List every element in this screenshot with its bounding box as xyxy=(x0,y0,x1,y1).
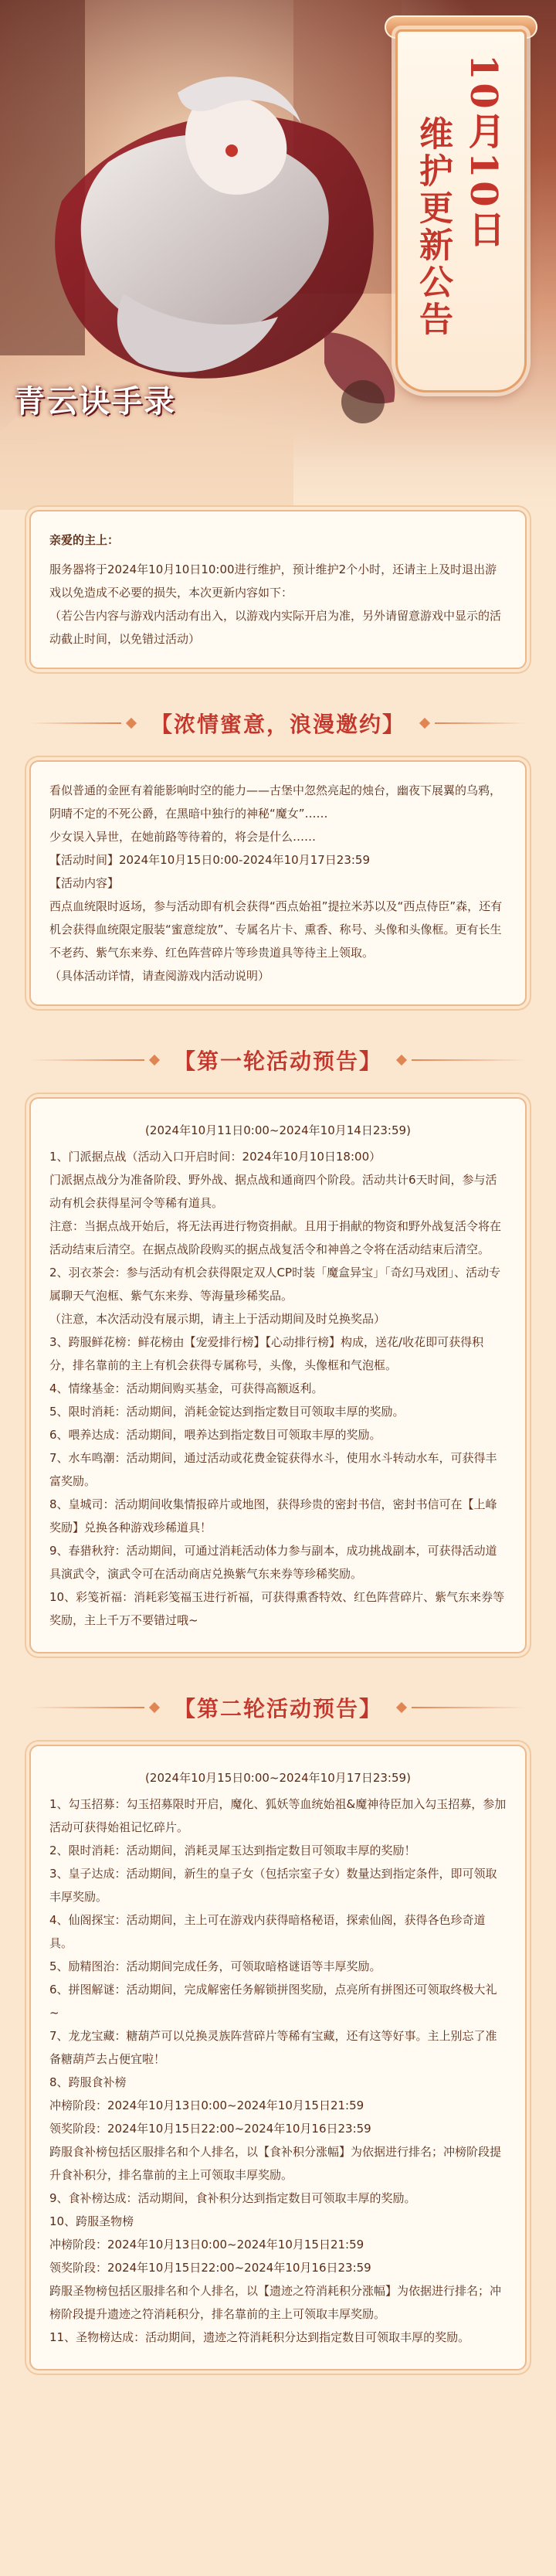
list-item: 7、水车鸣潮：活动期间，通过活动或花费金锭获得水斗，使用水斗转动水车，可获得丰富奖励。 xyxy=(49,1451,497,1488)
event-period: (2024年10月15日0:00~2024年10月17日23:59) xyxy=(145,1771,411,1785)
event-card-2 xyxy=(29,1097,527,1653)
list-item: 3、皇子达成：活动期间，新生的皇子女（包括宗室子女）数量达到指定条件，即可领取丰厚奖励。 xyxy=(49,1867,497,1904)
list-item: 1、勾玉招募：勾玉招募限时开启，魔化、狐妖等血统始祖&魔神待臣加入勾玉招募，参加活动可获得始祖记忆碎片。 xyxy=(49,1797,507,1834)
section-title-1 xyxy=(29,700,527,746)
list-item: 7、龙龙宝藏：糖葫芦可以兑换灵族阵营碎片等稀有宝藏，还有这等好事。主上别忘了准备糖葫芦去占便宜啦！ xyxy=(49,2029,497,2066)
list-item: 11、圣物榜达成：活动期间，遗迹之符消耗积分达到指定数目可领取丰厚的奖励。 xyxy=(49,2330,470,2344)
list-item: 跨服圣物榜包括区服排名和个人排名，以【遗迹之符消耗积分涨幅】为依据进行排名；冲榜阶段提升遗迹之符消耗积分，排名靠前的主上可领取丰厚奖励。 xyxy=(49,2284,502,2321)
list-item: 10、彩笺祈福：消耗彩笺福玉进行祈福，可获得熏香特效、红色阵营碎片、紫气东来券等奖励，主上千万不要错过哦~ xyxy=(49,1590,505,1627)
banner-title-subject: 维护更新公告 xyxy=(413,116,453,338)
game-logo: 青云诀手录 xyxy=(14,383,176,420)
list-item: （注意，本次活动没有展示期，请主上于活动期间及时兑换奖品） xyxy=(49,1312,386,1326)
greeting-text: 亲爱的主上： xyxy=(49,533,120,547)
section-title-2 xyxy=(29,1037,527,1083)
list-item: 8、跨服食补榜 xyxy=(49,2075,127,2089)
list-item: 4、情缘基金：活动期间购买基金，可获得高额返利。 xyxy=(49,1381,324,1395)
section-title-3 xyxy=(29,1684,527,1731)
list-item: 4、仙阁探宝：活动期间，主上可在游戏内获得暗格秘语，探索仙阁，获得各色珍奇道具。 xyxy=(49,1913,486,1950)
list-item: 8、皇城司：活动期间收集情报碎片或地图，获得珍贵的密封书信，密封书信可在【上峰奖励】兑换各种游戏珍稀道具！ xyxy=(49,1497,497,1534)
list-item: 6、喂养达成：活动期间，喂养达到指定数目可领取丰厚的奖励。 xyxy=(49,1428,381,1442)
list-item: 冲榜阶段：2024年10月13日0:00~2024年10月15日21:59 xyxy=(49,2099,364,2112)
event-period: (2024年10月11日0:00~2024年10月14日23:59) xyxy=(145,1123,411,1137)
notice-paragraph: 服务器将于2024年10月10日10:00进行维护，预计维护2个小时，还请主上及时退出游戏以免造成不必要的损失，本次更新内容如下： xyxy=(49,562,497,600)
banner-title-date: 10月10日 xyxy=(462,54,505,250)
list-item: 6、拼图解谜：活动期间，完成解密任务解锁拼图奖励，点亮所有拼图还可领取终极大礼~ xyxy=(49,1983,497,2020)
list-item: 门派据点战分为准备阶段、野外战、据点战和通商四个阶段。活动共计6天时间，参与活动有机会获得星河令等稀有道具。 xyxy=(49,1173,497,1210)
list-item: 领奖阶段：2024年10月15日22:00~2024年10月16日23:59 xyxy=(49,2122,371,2136)
list-item: 领奖阶段：2024年10月15日22:00~2024年10月16日23:59 xyxy=(49,2261,371,2275)
list-item: 1、门派据点战（活动入口开启时间：2024年10月10日18:00） xyxy=(49,1150,381,1164)
list-item: 5、限时消耗：活动期间，消耗金锭达到指定数目可领取丰厚的奖励。 xyxy=(49,1405,405,1419)
event-paragraph: 看似普通的金匣有着能影响时空的能力——古堡中忽然亮起的烛台，幽夜下展翼的乌鸦，阴晴不定的不死公爵，在黑暗中独行的神秘“魔女”…… xyxy=(49,783,502,821)
list-item: 9、春猎秋狩：活动期间，可通过消耗活动体力参与副本，成功挑战副本，可获得活动道具演武令，演武令可在活动商店兑换紫气东来券等珍稀奖励。 xyxy=(49,1544,497,1581)
section-heading: 【第一轮活动预告】 xyxy=(174,1048,383,1074)
list-item: 9、食补榜达成：活动期间，食补积分达到指定数目可领取丰厚的奖励。 xyxy=(49,2191,416,2205)
notice-card xyxy=(29,510,527,669)
list-item: 冲榜阶段：2024年10月13日0:00~2024年10月15日21:59 xyxy=(49,2238,364,2251)
hero-banner xyxy=(0,0,556,510)
event-card-1 xyxy=(29,760,527,1006)
list-item: 3、跨服鲜花榜：鲜花榜由【宠爱排行榜】【心动排行榜】构成，送花/收花即可获得积分，排名靠前的主上有机会获得专属称号，头像，头像框和气泡框。 xyxy=(49,1335,484,1372)
list-item: 2、羽衣茶会：参与活动有机会获得限定双人CP时装「魔盒异宝」「奇幻马戏团」、活动专属聊天气泡框、紫气东来券、等海量珍稀奖品。 xyxy=(49,1266,501,1303)
event-paragraph: （具体活动详情，请查阅游戏内活动说明） xyxy=(49,969,270,983)
list-item: 10、跨服圣物榜 xyxy=(49,2214,134,2228)
list-item: 跨服食补榜包括区服排名和个人排名，以【食补积分涨幅】为依据进行排名；冲榜阶段提升食补积分，排名靠前的主上可领取丰厚奖励。 xyxy=(49,2145,502,2182)
section-heading: 【浓情蜜意，浪漫邀约】 xyxy=(151,712,406,737)
list-item: 2、限时消耗：活动期间，消耗灵犀玉达到指定数目可领取丰厚的奖励！ xyxy=(49,1844,416,1857)
event-card-3 xyxy=(29,1745,527,2370)
list-item: 注意：当据点战开始后，将无法再进行物资捐献。且用于捐献的物资和野外战复活令将在活动结束后清空。在据点战阶段购买的据点战复活令和神兽之令将在活动结束后清空。 xyxy=(49,1219,502,1256)
event-paragraph: 西点血统限时返场，参与活动即有机会获得“西点始祖”提拉米苏以及“西点侍臣”森，还有机会获得血统限定服装“蜜意绽放”、专属名片卡、熏香、称号、头像和头像框。更有长生不老药、紫气东来券、红色阵营碎片等珍贵道具等待主上领取。 xyxy=(49,899,503,960)
list-item: 5、励精图治：活动期间完成任务，可领取暗格谜语等丰厚奖励。 xyxy=(49,1959,381,1973)
notice-paragraph: （若公告内容与游戏内活动有出入，以游戏内实际开启为准，另外请留意游戏中显示的活动截止时间，以免错过活动） xyxy=(49,609,502,646)
section-heading: 【第二轮活动预告】 xyxy=(174,1696,383,1721)
event-paragraph: 【活动时间】2024年10月15日0:00-2024年10月17日23:59 xyxy=(49,853,371,867)
event-paragraph: 少女误入异世，在她前路等待着的，将会是什么…… xyxy=(49,830,317,844)
event-paragraph: 【活动内容】 xyxy=(49,876,120,890)
